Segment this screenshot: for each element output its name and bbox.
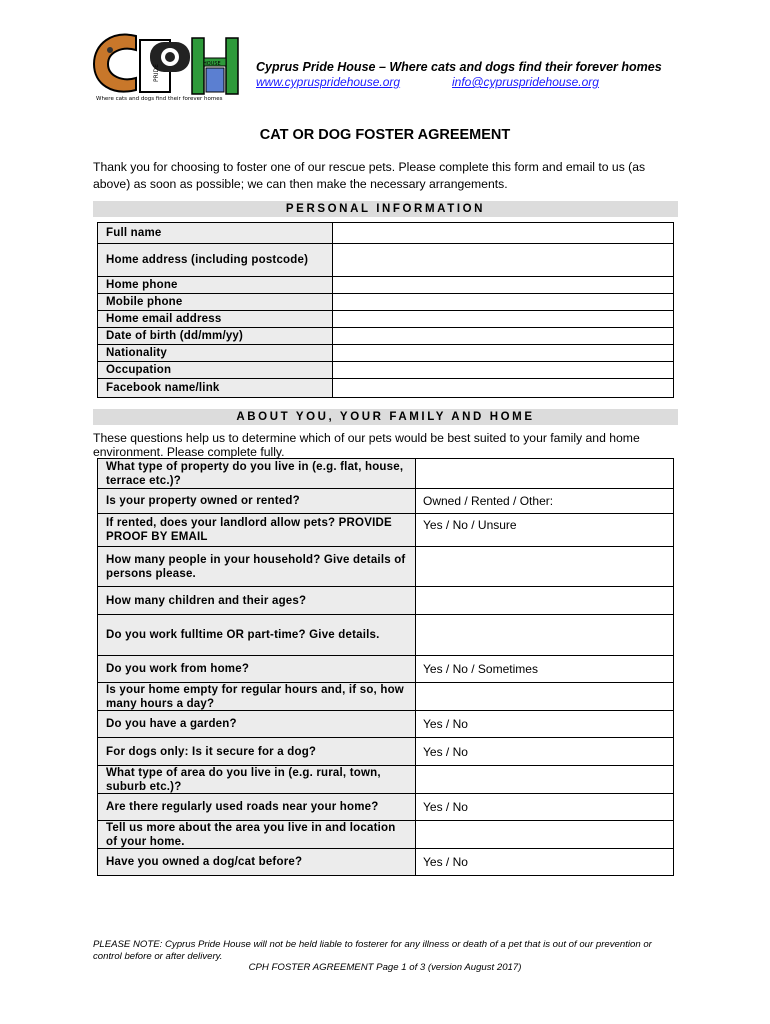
- table-row: [98, 345, 673, 362]
- intro-text: Thank you for choosing to foster one of our rescue pets. Please complete this form and email to us (as above) as soon as possible; we can then make the necessary arrangements.: [93, 160, 646, 191]
- answer-field[interactable]: [416, 766, 673, 793]
- email-link[interactable]: info@cypruspridehouse.org: [452, 75, 599, 89]
- home-address-field[interactable]: [333, 244, 673, 276]
- table-row: [98, 244, 673, 277]
- answer-field[interactable]: Yes / No / Unsure: [423, 518, 517, 532]
- answer-field[interactable]: [416, 615, 673, 655]
- table-row: [98, 362, 673, 379]
- answer-field[interactable]: Yes / No: [423, 800, 468, 814]
- row-label: Facebook name/link: [98, 379, 333, 397]
- answer-field[interactable]: Yes / No / Sometimes: [423, 662, 538, 676]
- table-row: [98, 294, 673, 311]
- question-label: Is your home empty for regular hours and, if so, how many hours a day?: [98, 683, 416, 710]
- question-label: How many people in your household? Give details of persons please.: [98, 547, 416, 586]
- answer-field[interactable]: [416, 547, 673, 586]
- page-footer: CPH FOSTER AGREEMENT Page 1 of 3 (version August 2017): [248, 962, 522, 973]
- question-label: Tell us more about the area you live in and location of your home.: [98, 821, 416, 848]
- table-row: [98, 711, 673, 738]
- table-row: [98, 738, 673, 766]
- full-name-field[interactable]: [333, 223, 673, 243]
- table-row: [98, 489, 673, 514]
- facebook-field[interactable]: [333, 379, 673, 397]
- question-label: Do you work from home?: [98, 656, 416, 682]
- nationality-field[interactable]: [333, 345, 673, 361]
- row-label: Home address (including postcode): [98, 244, 333, 276]
- table-row: [98, 683, 673, 711]
- table-row: [98, 656, 673, 683]
- question-label: Do you work fulltime OR part-time? Give details.: [98, 615, 416, 655]
- header-tagline: Cyprus Pride House – Where cats and dogs find their forever homes: [256, 60, 662, 74]
- answer-field[interactable]: [416, 821, 673, 848]
- row-label: Home phone: [98, 277, 333, 293]
- question-label: If rented, does your landlord allow pets? PROVIDE PROOF BY EMAIL: [98, 514, 416, 546]
- question-label: How many children and their ages?: [98, 587, 416, 614]
- logo-caption: Where cats and dogs find their forever homes: [96, 96, 223, 102]
- table-row: [98, 277, 673, 294]
- website-link[interactable]: www.cypruspridehouse.org: [256, 75, 401, 89]
- mobile-phone-field[interactable]: [333, 294, 673, 310]
- table-row: [98, 379, 673, 397]
- table-row: [98, 615, 673, 656]
- row-label: Occupation: [98, 362, 333, 378]
- table-row: [98, 587, 673, 615]
- table-row: [98, 849, 673, 875]
- logo-house-text: HOUSE: [203, 61, 221, 67]
- logo-pride-text: PRIDE: [153, 64, 160, 82]
- page-title: CAT OR DOG FOSTER AGREEMENT: [259, 127, 511, 143]
- table-row: [98, 821, 673, 849]
- answer-field[interactable]: Yes / No: [423, 855, 468, 869]
- table-row: [98, 459, 673, 489]
- table-row: [98, 766, 673, 794]
- answer-field[interactable]: [416, 459, 673, 488]
- home-phone-field[interactable]: [333, 277, 673, 293]
- table-row: [98, 794, 673, 821]
- row-label: Home email address: [98, 311, 333, 327]
- question-label: What type of area do you live in (e.g. rural, town, suburb etc.)?: [98, 766, 416, 793]
- disclaimer-note: PLEASE NOTE: Cyprus Pride House will not be held liable to fosterer for any illness or death of a pet that is out of our prevention or control before or after delivery.: [93, 939, 652, 962]
- answer-field[interactable]: Yes / No: [423, 744, 468, 759]
- table-row: [98, 514, 673, 547]
- question-label: Have you owned a dog/cat before?: [98, 849, 416, 875]
- row-label: Mobile phone: [98, 294, 333, 310]
- question-label: For dogs only: Is it secure for a dog?: [98, 738, 416, 765]
- dob-field[interactable]: [333, 328, 673, 344]
- about-intro-text: These questions help us to determine which of our pets would be best suited to your family and home environment. Please complete fully.: [93, 431, 640, 459]
- question-label: Are there regularly used roads near your home?: [98, 794, 416, 820]
- occupation-field[interactable]: [333, 362, 673, 378]
- table-row: [98, 311, 673, 328]
- question-label: Do you have a garden?: [98, 711, 416, 737]
- answer-field[interactable]: Yes / No: [423, 717, 468, 731]
- row-label: Nationality: [98, 345, 333, 361]
- about-table: [97, 458, 674, 876]
- row-label: Full name: [98, 223, 333, 243]
- question-label: Is your property owned or rented?: [98, 489, 416, 513]
- answer-field[interactable]: Owned / Rented / Other:: [423, 494, 554, 508]
- answer-field[interactable]: [416, 683, 673, 710]
- question-label: What type of property do you live in (e.g. flat, house, terrace etc.)?: [98, 459, 416, 488]
- personal-info-table: [97, 222, 674, 398]
- cph-logo: [92, 28, 244, 102]
- table-row: [98, 223, 673, 244]
- email-field[interactable]: [333, 311, 673, 327]
- answer-field[interactable]: [416, 587, 673, 614]
- row-label: Date of birth (dd/mm/yy): [98, 328, 333, 344]
- table-row: [98, 328, 673, 345]
- about-heading: ABOUT YOU, YOUR FAMILY AND HOME: [93, 409, 678, 425]
- personal-heading: PERSONAL INFORMATION: [93, 201, 678, 217]
- table-row: [98, 547, 673, 587]
